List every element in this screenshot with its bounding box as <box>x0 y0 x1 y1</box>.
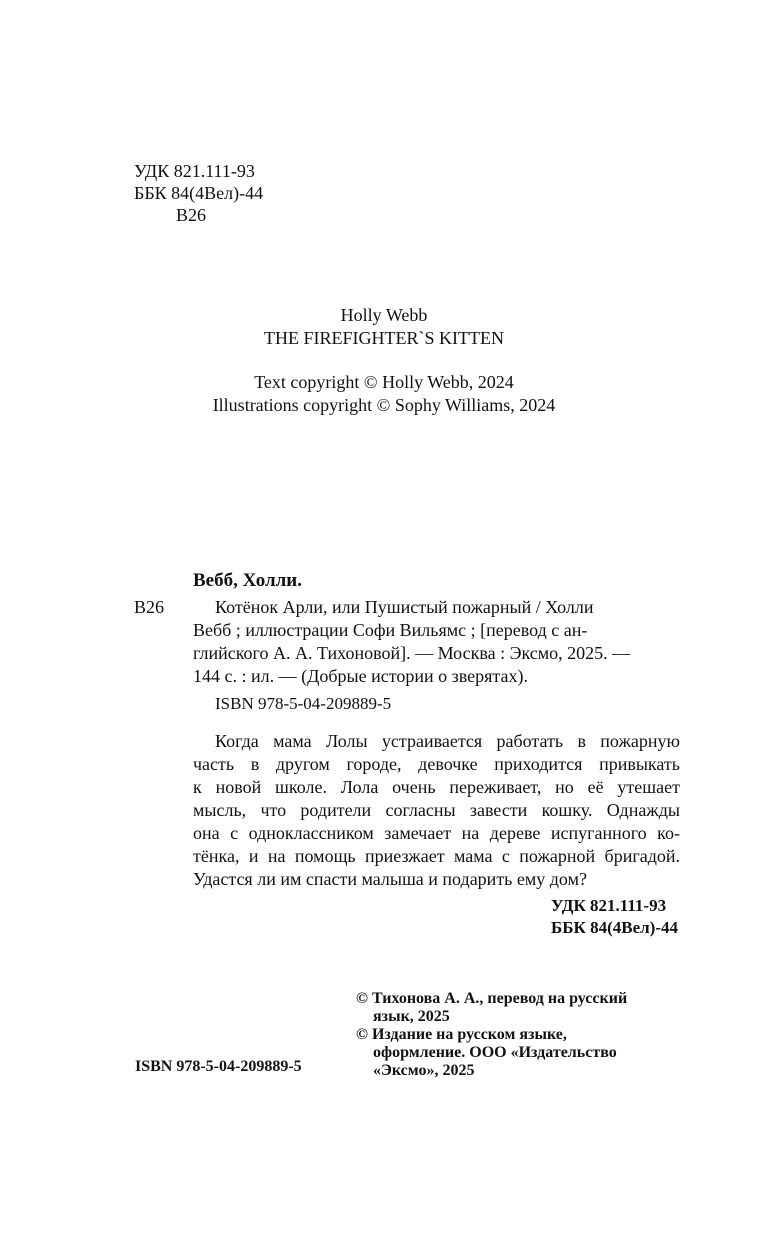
copyright-notice <box>356 990 627 1080</box>
description-line: 144 с. : ил. — (Добрые истории о зверятах). <box>193 666 528 686</box>
original-copyright-block <box>0 371 768 417</box>
original-edition-block <box>0 304 768 350</box>
edition-copyright-line: «Эксмо», 2025 <box>373 1062 475 1079</box>
annotation-line: тёнка, и на помощь приезжает мама с пожарной бригадой. <box>193 846 680 866</box>
edition-copyright-line: оформление. ООО «Издательство <box>373 1044 617 1061</box>
edition-copyright-line: © Издание на русском языке, <box>356 1026 567 1043</box>
entry-isbn: ISBN 978-5-04-209889-5 <box>215 694 392 713</box>
author-sign-code: В26 <box>176 205 207 225</box>
annotation-line: мысль, что родители согласны завести кошку. Однажды <box>193 800 680 820</box>
annotation-line: Удастся ли им спасти малыша и подарить ему дом? <box>193 869 587 889</box>
bibliographic-description <box>193 596 680 688</box>
description-line: Котёнок Арли, или Пушистый пожарный / Холли <box>215 597 594 617</box>
bbk-code: ББК 84(4Вел)-44 <box>134 183 264 203</box>
annotation-line: она с одноклассником замечает на дереве испуганного ко- <box>193 823 680 843</box>
description-line: Вебб ; иллюстрации Софи Вильямс ; [перевод с ан- <box>193 620 588 640</box>
annotation-line: часть в другом городе, девочке приходится привыкать <box>193 754 680 774</box>
bottom-udk-code: УДК 821.111-93 <box>551 896 667 915</box>
annotation <box>193 730 680 891</box>
annotation-line: к новой школе. Лола очень переживает, но её утешает <box>193 777 680 797</box>
original-author: Holly Webb <box>340 305 428 325</box>
bottom-bbk-code: ББК 84(4Вел)-44 <box>551 918 678 937</box>
entry-code: В26 <box>134 597 165 617</box>
original-title: THE FIREFIGHTER`S KITTEN <box>264 328 504 348</box>
top-classification-codes <box>134 160 263 226</box>
udk-code: УДК 821.111-93 <box>134 161 255 181</box>
illustrations-copyright: Illustrations copyright © Sophy Williams, 2024 <box>212 395 556 415</box>
annotation-line: Когда мама Лолы устраивается работать в пожарную <box>215 731 680 751</box>
bottom-classification-codes <box>551 896 678 940</box>
text-copyright: Text copyright © Holly Webb, 2024 <box>254 372 514 392</box>
translation-copyright-line: © Тихонова А. А., перевод на русский <box>356 990 628 1007</box>
entry-author: Вебб, Холли. <box>193 570 303 591</box>
isbn-bottom: ISBN 978-5-04-209889-5 <box>135 1058 302 1075</box>
description-line: глийского А. А. Тихоновой]. — Москва : Эксмо, 2025. — <box>193 643 631 663</box>
translation-copyright-line: язык, 2025 <box>373 1008 450 1025</box>
